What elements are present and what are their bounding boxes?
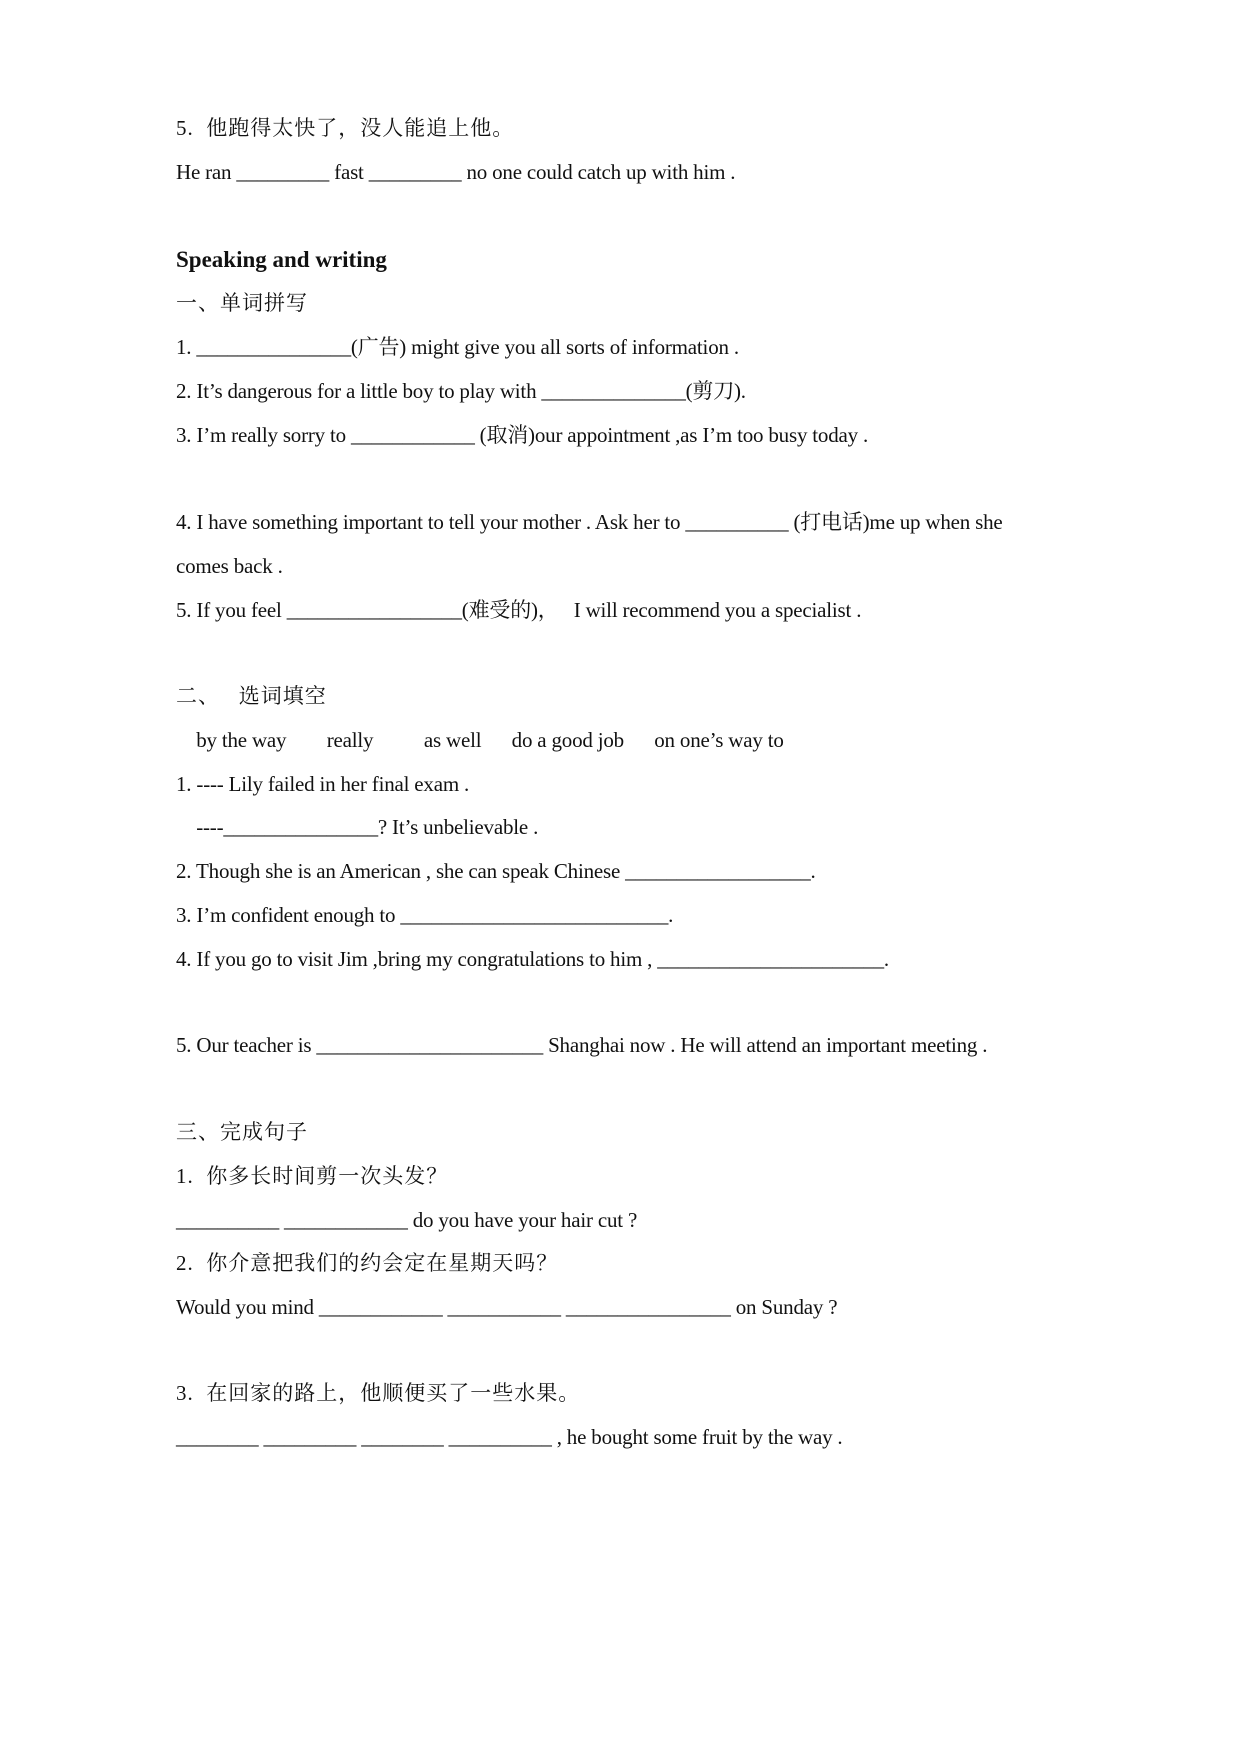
section1-title: 一、单词拼写 <box>176 291 308 315</box>
section3-item-3-chinese: 3. 在回家的路上，他顺便买了一些水果。 <box>176 1381 581 1405</box>
q5-english-sentence: He ran _________ fast _________ no one could catch up with him . <box>176 160 736 184</box>
section3-item-1-english: __________ ____________ do you have your hair cut ? <box>176 1208 638 1232</box>
section2-title: 二、 选词填空 <box>176 684 327 708</box>
section1-item-4-continued: comes back . <box>176 554 283 578</box>
section2-item-2: 2. Though she is an American , she can speak Chinese __________________. <box>176 859 816 883</box>
section2-item-5: 5. Our teacher is ______________________ Shanghai now . He will attend an important meeting . <box>176 1033 988 1057</box>
section3-item-2-chinese: 2. 你介意把我们的约会定在星期天吗？ <box>176 1251 559 1275</box>
section1-item-3: 3. I’m really sorry to ____________ (取消)our appointment ,as I’m too busy today . <box>176 423 869 447</box>
section2-item-1-reply: ----_______________? It’s unbelievable . <box>176 815 539 839</box>
section2-item-3: 3. I’m confident enough to __________________________. <box>176 903 674 927</box>
section1-item-4: 4. I have something important to tell your mother . Ask her to __________ (打电话)me up when she <box>176 510 1003 534</box>
section3-item-1-chinese: 1. 你多长时间剪一次头发？ <box>176 1164 449 1188</box>
section3-item-2-english: Would you mind ____________ ___________ ________________ on Sunday ? <box>176 1295 838 1319</box>
section2-word-bank: by the way really as well do a good job on one’s way to <box>176 728 784 752</box>
section3-title: 三、完成句子 <box>176 1120 308 1144</box>
q5-chinese-prompt: 5. 他跑得太快了，没人能追上他。 <box>176 116 515 140</box>
section1-item-2: 2. It’s dangerous for a little boy to play with ______________(剪刀). <box>176 379 746 403</box>
section1-item-1: 1. _______________(广告) might give you all sorts of information . <box>176 335 739 359</box>
section2-item-1: 1. ---- Lily failed in her final exam . <box>176 772 470 796</box>
section1-item-5: 5. If you feel _________________(难受的)， I will recommend you a specialist . <box>176 598 862 622</box>
section2-item-4: 4. If you go to visit Jim ,bring my congratulations to him , ______________________. <box>176 947 889 971</box>
section3-item-3-english: ________ _________ ________ __________ , he bought some fruit by the way . <box>176 1425 843 1449</box>
section-heading: Speaking and writing <box>176 247 387 272</box>
